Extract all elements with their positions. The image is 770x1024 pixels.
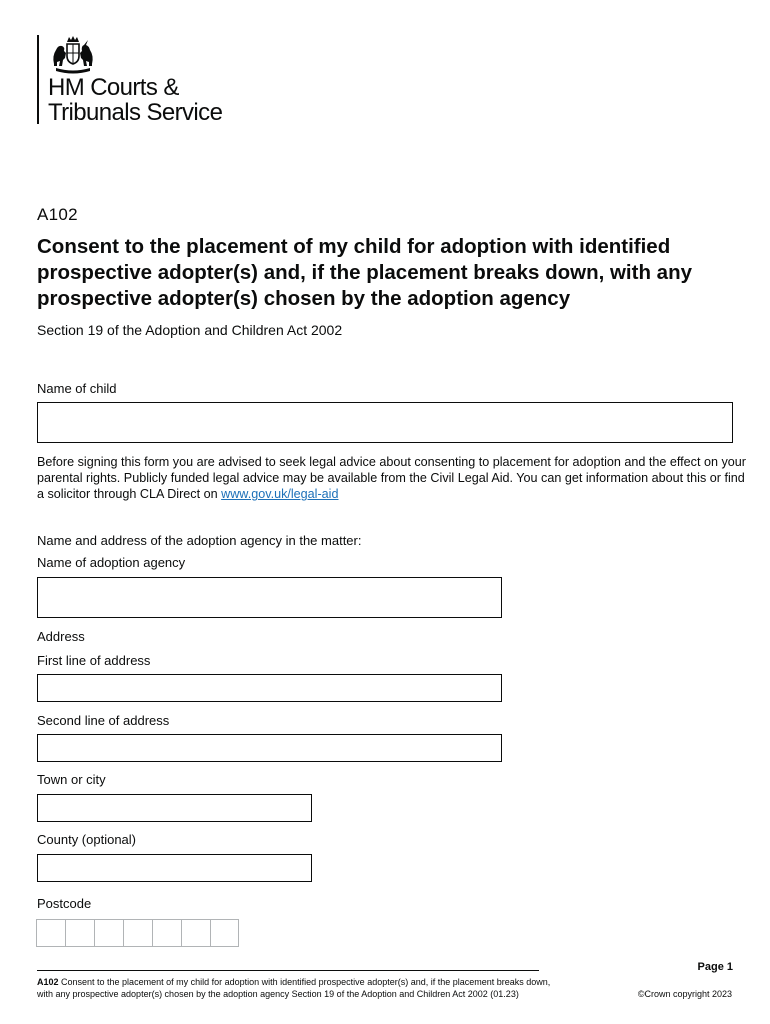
postcode-box[interactable] <box>152 919 181 947</box>
address-line2-label: Second line of address <box>37 713 170 728</box>
name-of-child-input[interactable] <box>37 402 733 443</box>
legal-advice-notice <box>37 454 747 502</box>
legal-advice-text: Before signing this form you are advised to seek legal advice about consenting to placement for adoption and the effect on your parental rights. Publicly funded legal advice may be available from the Civil Legal Aid. You can get information about this or find a solicitor through CLA Direct on <box>37 455 746 501</box>
postcode-input[interactable] <box>36 919 239 947</box>
logo-divider <box>37 35 39 124</box>
address-line2-input[interactable] <box>37 734 502 762</box>
address-heading: Address <box>37 629 85 644</box>
footer-divider <box>37 970 539 971</box>
organisation-name <box>48 75 222 125</box>
county-input[interactable] <box>37 854 312 882</box>
royal-coat-of-arms-icon <box>48 34 98 74</box>
postcode-box[interactable] <box>94 919 123 947</box>
postcode-box[interactable] <box>36 919 65 947</box>
footer-form-code: A102 <box>37 977 59 987</box>
postcode-box[interactable] <box>210 919 239 947</box>
town-input[interactable] <box>37 794 312 822</box>
legal-aid-link[interactable]: www.gov.uk/legal-aid <box>221 487 339 501</box>
address-line1-input[interactable] <box>37 674 502 702</box>
agency-section-heading: Name and address of the adoption agency in the matter: <box>37 533 362 548</box>
form-code: A102 <box>37 205 78 224</box>
footer-line1-text: Consent to the placement of my child for adoption with identified prospective adopter(s) and, if the placement breaks down, <box>58 977 551 987</box>
postcode-label: Postcode <box>37 896 92 911</box>
page-subtitle: Section 19 of the Adoption and Children Act 2002 <box>37 322 343 338</box>
footer-copyright: ©Crown copyright 2023 <box>637 989 732 999</box>
org-name-line2: Tribunals Service <box>48 99 223 126</box>
town-label: Town or city <box>37 772 106 787</box>
footer-form-description <box>37 977 550 987</box>
postcode-box[interactable] <box>123 919 152 947</box>
address-line1-label: First line of address <box>37 653 151 668</box>
page-number: Page 1 <box>697 961 733 973</box>
page-title: Consent to the placement of my child for adoption with identified prospective adopter(s) and, if the placement breaks down, with any prospective adopter(s) chosen by the adoption agency <box>37 235 692 310</box>
agency-name-input[interactable] <box>37 577 502 618</box>
footer-line2-text: with any prospective adopter(s) chosen by the adoption agency Section 19 of the Adoption and Children Act 2002 (01.23) <box>37 989 519 999</box>
agency-name-label: Name of adoption agency <box>37 555 186 570</box>
postcode-box[interactable] <box>65 919 94 947</box>
county-label: County (optional) <box>37 832 136 847</box>
postcode-box[interactable] <box>181 919 210 947</box>
org-name-line1: HM Courts & <box>48 74 179 101</box>
name-of-child-label: Name of child <box>37 381 117 396</box>
